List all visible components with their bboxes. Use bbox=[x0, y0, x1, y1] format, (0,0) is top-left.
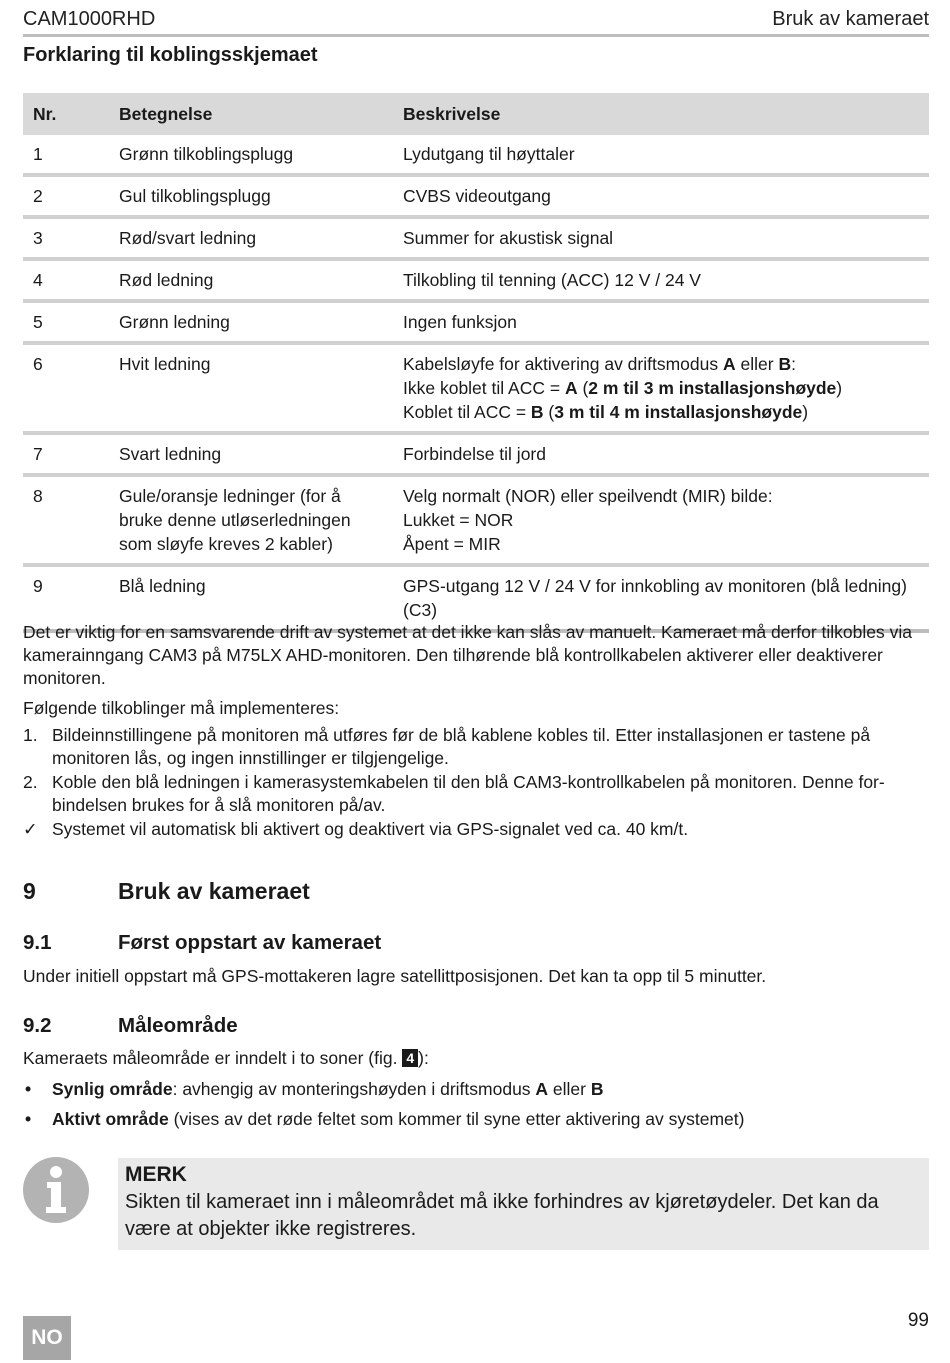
list-item: 2. Koble den blå ledningen i kamerasystemkabelen til den blå CAM3-kontrollkabelen på monitoren. Denne for- bindelsen brukes for å slå monitoren på/av. bbox=[23, 772, 885, 815]
section-heading: 9.2 Måleområde bbox=[23, 1014, 238, 1037]
section-text: Kameraets måleområde er inndelt i to soner (fig. 4 ): bbox=[23, 1048, 429, 1068]
check-icon: ✓ bbox=[23, 819, 38, 839]
cell-name: Blå ledning bbox=[109, 565, 393, 631]
cell-name: Hvit ledning bbox=[109, 343, 393, 433]
table-row bbox=[23, 175, 929, 217]
chapter-heading: 9 Bruk av kameraet bbox=[23, 878, 310, 904]
legend-title: Forklaring til koblingsskjemaet bbox=[23, 44, 318, 66]
table-row bbox=[23, 135, 929, 175]
cell-desc: GPS-utgang 12 V / 24 V for innkobling av monitoren (blå ledning) (C3) bbox=[393, 565, 929, 631]
cell-nr: 2 bbox=[23, 175, 109, 217]
table-row bbox=[23, 475, 929, 565]
list-item: • Synlig område: avhengig av monteringshøyden i driftsmodus A eller B bbox=[25, 1079, 604, 1099]
list-item: ✓ Systemet vil automatisk bli aktivert og deaktivert via GPS-signalet ved ca. 40 km/t. bbox=[23, 819, 689, 839]
cell-desc: Summer for akustisk signal bbox=[393, 217, 929, 259]
table-row bbox=[23, 343, 929, 433]
table-row bbox=[23, 259, 929, 301]
cell-nr: 9 bbox=[23, 565, 109, 631]
zone-list bbox=[23, 1078, 929, 1138]
list-item: 1. Bildeinnstillingene på monitoren må utføres før de blå kablene kobles til. Etter installasjonen er tastene på monitoren lås, og ingen innstillinger er tilgjengelige. bbox=[23, 725, 871, 768]
list-item: • Aktivt område (vises av det røde feltet som kommer til syne etter aktivering av systemet) bbox=[25, 1109, 745, 1129]
note-text: Sikten til kameraet inn i måleområdet må ikke forhindres av kjøretøydeler. Det kan da være at objekter ikke registreres. bbox=[125, 1191, 879, 1240]
cell-name: Rød ledning bbox=[109, 259, 393, 301]
page-number: 99 bbox=[907, 1310, 929, 1331]
column-header-name: Betegnelse bbox=[109, 93, 393, 135]
cell-desc: Tilkobling til tenning (ACC) 12 V / 24 V bbox=[393, 259, 929, 301]
bullet-icon: • bbox=[25, 1109, 32, 1129]
header-model: CAM1000RHD bbox=[23, 8, 156, 30]
cell-desc: Lydutgang til høyttaler bbox=[393, 135, 929, 175]
step-number: 1. bbox=[23, 725, 38, 745]
header-section: Bruk av kameraet bbox=[772, 8, 929, 30]
note-title: MERK bbox=[125, 1163, 187, 1186]
cell-desc: Forbindelse til jord bbox=[393, 433, 929, 475]
table-row bbox=[23, 301, 929, 343]
cell-nr: 8 bbox=[23, 475, 109, 565]
steps-intro: Følgende tilkoblinger må implementeres: bbox=[23, 698, 340, 718]
table-row bbox=[23, 217, 929, 259]
cell-name: Gule/oransje ledninger (for å bruke denne utløserledningen som sløyfe kreves 2 kabler) bbox=[109, 475, 393, 565]
section-text: Under initiell oppstart må GPS-mottakeren lagre satellittposisjonen. Det kan ta opp til 5 minutter. bbox=[23, 966, 767, 986]
cell-nr: 6 bbox=[23, 343, 109, 433]
intro-paragraph: Det er viktig for en samsvarende drift av systemet at det ikke kan slås av manuelt. Kameraet må derfor tilkobles via kamerainngang CAM3 på M75LX AHD-monitoren. Den tilhørende blå kontrollkabelen aktiverer eller deaktiverer monitoren. bbox=[23, 622, 912, 688]
column-header-nr: Nr. bbox=[23, 93, 109, 135]
step-number: 2. bbox=[23, 772, 38, 792]
info-icon bbox=[23, 1157, 89, 1223]
figure-reference: 4 bbox=[402, 1049, 418, 1067]
connection-table bbox=[23, 93, 929, 633]
language-badge: NO bbox=[23, 1316, 71, 1360]
cell-desc: Kabelsløyfe for aktivering av driftsmodus A eller B: Ikke koblet til ACC = A (2 m til 3 m installasjonshøyde) Koblet til ACC = B (3 m til 4 m installasjonshøyde) bbox=[393, 343, 929, 433]
table-header-row bbox=[23, 93, 929, 135]
cell-nr: 3 bbox=[23, 217, 109, 259]
cell-name: Svart ledning bbox=[109, 433, 393, 475]
note-box bbox=[118, 1158, 929, 1250]
section-heading: 9.1 Først oppstart av kameraet bbox=[23, 931, 382, 954]
cell-desc: Velg normalt (NOR) eller speilvendt (MIR) bilde: Lukket = NOR Åpent = MIR bbox=[393, 475, 929, 565]
cell-nr: 4 bbox=[23, 259, 109, 301]
cell-nr: 7 bbox=[23, 433, 109, 475]
table-row bbox=[23, 433, 929, 475]
cell-nr: 1 bbox=[23, 135, 109, 175]
bullet-icon: • bbox=[25, 1079, 32, 1099]
steps-list bbox=[23, 724, 929, 842]
cell-desc: CVBS videoutgang bbox=[393, 175, 929, 217]
cell-name: Grønn tilkoblingsplugg bbox=[109, 135, 393, 175]
cell-name: Rød/svart ledning bbox=[109, 217, 393, 259]
page-header bbox=[23, 6, 929, 37]
column-header-desc: Beskrivelse bbox=[393, 93, 929, 135]
cell-name: Gul tilkoblingsplugg bbox=[109, 175, 393, 217]
cell-nr: 5 bbox=[23, 301, 109, 343]
cell-name: Grønn ledning bbox=[109, 301, 393, 343]
cell-desc: Ingen funksjon bbox=[393, 301, 929, 343]
